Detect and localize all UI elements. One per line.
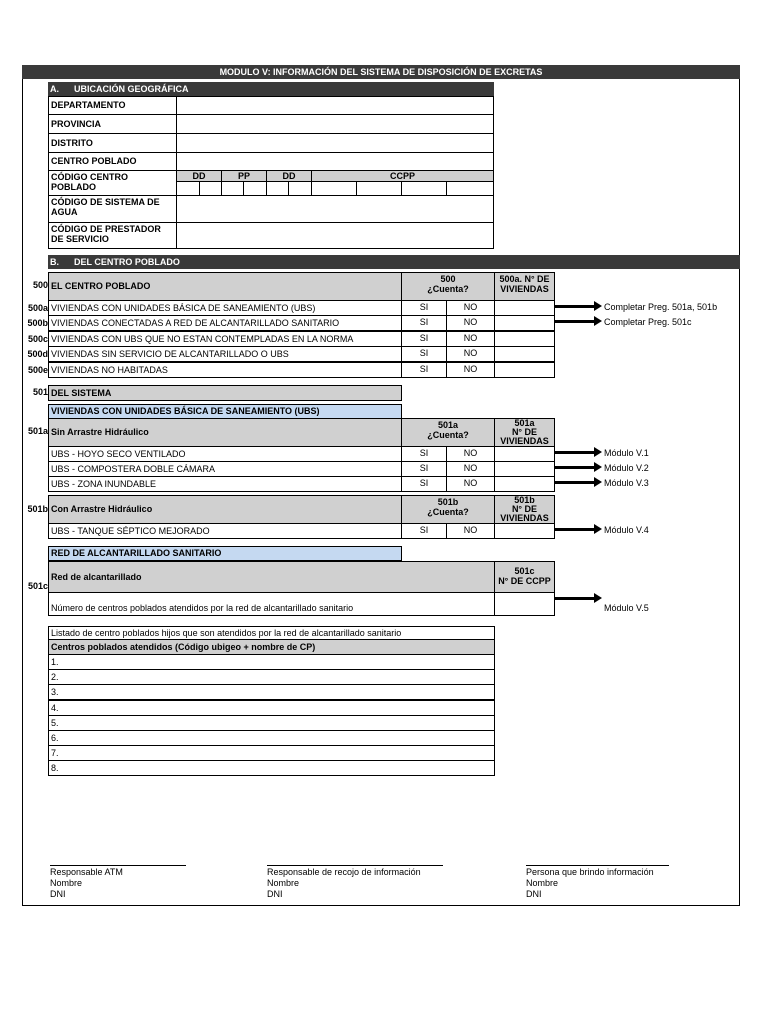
arrow-icon: [555, 320, 595, 323]
listado-item[interactable]: 6.: [48, 730, 495, 746]
code-501c: 501c: [27, 581, 48, 591]
q501-label: DEL SISTEMA: [48, 385, 402, 401]
q501b-col-viviendas-line1: 501b: [514, 495, 535, 505]
si-option[interactable]: SI: [401, 523, 447, 539]
no-option[interactable]: NO: [446, 461, 495, 477]
ubs-header: VIVIENDAS CON UNIDADES BÁSICA DE SANEAMIENTO (UBS): [48, 404, 402, 419]
q501a-col-cuenta: [401, 418, 495, 447]
si-option[interactable]: SI: [401, 300, 447, 316]
codigo-agua-line2: AGUA: [51, 206, 78, 217]
codigo-prestador-line2: DE SERVICIO: [51, 233, 109, 244]
si-option[interactable]: SI: [401, 315, 447, 331]
module-note: Módulo V.1: [604, 448, 649, 458]
listado-title: Listado de centro poblados hijos que son atendidos por la red de alcantarillado sanitario: [48, 626, 495, 640]
module-note: Módulo V.3: [604, 478, 649, 488]
listado-item[interactable]: 5.: [48, 715, 495, 731]
arrow-icon: [555, 451, 595, 454]
viviendas-input[interactable]: [494, 315, 555, 331]
listado-item[interactable]: 7.: [48, 745, 495, 761]
q501a-col-viviendas-line2: N° DE: [511, 427, 538, 437]
code-digit-input[interactable]: [243, 181, 267, 196]
signature-line: [526, 865, 669, 866]
q500-row-label: VIVIENDAS CON UBS QUE NO ESTAN CONTEMPLADAS EN LA NORMA: [48, 331, 402, 347]
q500-col-viviendas-line2: VIVIENDAS: [500, 283, 549, 294]
q501a-col-viviendas: [494, 418, 555, 447]
ubs-row-label: UBS - ZONA INUNDABLE: [48, 476, 402, 492]
arrow-icon: [555, 481, 595, 484]
signature-dni: DNI: [526, 889, 542, 899]
no-option[interactable]: NO: [446, 446, 495, 462]
q501c-col-ccpp: [494, 561, 555, 593]
q500-row-label: VIVIENDAS SIN SERVICIO DE ALCANTARILLADO O UBS: [48, 346, 402, 362]
module-note: Módulo V.4: [604, 525, 649, 535]
code-digit-input[interactable]: [176, 181, 200, 196]
code-501a: 501a: [27, 426, 48, 436]
row-code: 500c: [27, 334, 48, 344]
codigo-agua-line1: CÓDIGO DE SISTEMA DE: [51, 197, 160, 207]
listado-item[interactable]: 8.: [48, 760, 495, 776]
row-code: 500b: [27, 318, 48, 328]
no-option[interactable]: NO: [446, 331, 495, 347]
q501b-col-cuenta-line2: ¿Cuenta?: [427, 506, 469, 517]
no-option[interactable]: NO: [446, 315, 495, 331]
no-option[interactable]: NO: [446, 476, 495, 492]
code-digit-input[interactable]: [401, 181, 447, 196]
q500-col-cuenta: [401, 272, 495, 301]
no-option[interactable]: NO: [446, 362, 495, 378]
q500-row-label: VIVIENDAS CON UNIDADES BÁSICA DE SANEAMIENTO (UBS): [48, 300, 402, 316]
module-note: Módulo V.2: [604, 463, 649, 473]
viviendas-input[interactable]: [494, 461, 555, 477]
q500-row-label: VIVIENDAS CONECTADAS A RED DE ALCANTARILLADO SANITARIO: [48, 315, 402, 331]
code-digit-input[interactable]: [356, 181, 402, 196]
q501a-col-cuenta-line1: 501a: [437, 420, 459, 430]
section-b-title: DEL CENTRO POBLADO: [74, 257, 180, 267]
field-label-distrito: DISTRITO: [48, 133, 177, 153]
q501b-col-cuenta-line1: 501b: [437, 497, 459, 507]
si-option[interactable]: SI: [401, 461, 447, 477]
row-note: Completar Preg. 501a, 501b: [604, 302, 718, 312]
field-input-distrito[interactable]: [176, 133, 494, 153]
q500-col-viviendas-line1: 500a. N° DE: [499, 274, 550, 284]
red-header: RED DE ALCANTARILLADO SANITARIO: [48, 546, 402, 561]
code-digit-input[interactable]: [221, 181, 244, 196]
listado-item[interactable]: 3.: [48, 684, 495, 700]
viviendas-input[interactable]: [494, 331, 555, 347]
si-option[interactable]: SI: [401, 362, 447, 378]
ubs-row-label: UBS - TANQUE SÉPTICO MEJORADO: [48, 523, 402, 539]
q501c-col-line2: N° DE CCPP: [498, 575, 551, 586]
field-label-provincia: PROVINCIA: [48, 114, 177, 134]
arrow-icon: [555, 305, 595, 308]
field-input-provincia[interactable]: [176, 114, 494, 134]
field-input-codigo-agua[interactable]: [176, 195, 494, 223]
q501b-col-viviendas-line2: N° DE: [511, 504, 538, 514]
q500-col-cuenta-line2: ¿Cuenta?: [427, 283, 469, 294]
field-label-centro-poblado: CENTRO POBLADO: [48, 152, 177, 171]
q501c-input[interactable]: [494, 592, 555, 616]
field-input-centro-poblado[interactable]: [176, 152, 494, 171]
listado-item[interactable]: 1.: [48, 654, 495, 670]
code-col-dd2: DD: [266, 170, 312, 182]
q501c-row-label: Número de centros poblados atendidos por la red de alcantarillado sanitario: [48, 592, 495, 616]
q501a-label: Sin Arrastre Hidráulico: [48, 418, 402, 447]
section-a-header: [48, 82, 494, 96]
arrow-icon: [555, 528, 595, 531]
ubs-row-label: UBS - COMPOSTERA DOBLE CÁMARA: [48, 461, 402, 477]
no-option[interactable]: NO: [446, 300, 495, 316]
si-option[interactable]: SI: [401, 346, 447, 362]
row-code: 500e: [27, 365, 48, 375]
q501c-label: Red de alcantarillado: [48, 561, 495, 593]
code-501: 501: [32, 387, 48, 397]
no-option[interactable]: NO: [446, 523, 495, 539]
signature-role: Responsable de recojo de información: [267, 867, 421, 877]
signature-dni: DNI: [50, 889, 66, 899]
listado-item[interactable]: 2.: [48, 669, 495, 685]
q500-label: EL CENTRO POBLADO: [48, 272, 402, 301]
code-col-pp: PP: [221, 170, 267, 182]
code-500: 500: [32, 280, 48, 290]
code-digit-input[interactable]: [446, 181, 494, 196]
codigo-cp-line1: CÓDIGO CENTRO: [51, 172, 129, 182]
q501a-col-cuenta-line2: ¿Cuenta?: [427, 429, 469, 440]
q501b-col-viviendas: [494, 495, 555, 524]
signature-dni: DNI: [267, 889, 283, 899]
field-label-codigo-agua: [48, 195, 177, 223]
field-input-codigo-prestador[interactable]: [176, 222, 494, 249]
section-b-header: [48, 255, 740, 269]
si-option[interactable]: SI: [401, 331, 447, 347]
signature-name: Nombre: [267, 878, 300, 888]
signature-role: Responsable ATM: [50, 867, 123, 877]
module-title: MODULO V: INFORMACIÓN DEL SISTEMA DE DISPOSICIÓN DE EXCRETAS: [22, 65, 740, 79]
section-a-title: UBICACIÓN GEOGRÁFICA: [74, 84, 189, 94]
no-option[interactable]: NO: [446, 346, 495, 362]
viviendas-input[interactable]: [494, 523, 555, 539]
field-label-codigo-prestador: [48, 222, 177, 249]
signature-role: Persona que brindo información: [526, 867, 654, 877]
codigo-prestador-line1: CÓDIGO DE PRESTADOR: [51, 224, 161, 234]
code-digit-input[interactable]: [199, 181, 222, 196]
module-note: Módulo V.5: [604, 603, 649, 613]
q500-row-label: VIVIENDAS NO HABITADAS: [48, 362, 402, 378]
row-code: 500a: [27, 303, 48, 313]
si-option[interactable]: SI: [401, 446, 447, 462]
listado-item[interactable]: 4.: [48, 700, 495, 716]
q501a-col-viviendas-line3: VIVIENDAS: [500, 436, 549, 446]
q501c-col-line1: 501c: [514, 566, 535, 576]
viviendas-input[interactable]: [494, 362, 555, 378]
field-label-departamento: DEPARTAMENTO: [48, 96, 177, 115]
section-a-letter: A.: [50, 84, 59, 94]
q500-col-cuenta-line1: 500: [440, 274, 456, 284]
field-input-departamento[interactable]: [176, 96, 494, 115]
q501b-col-viviendas-line3: VIVIENDAS: [500, 513, 549, 523]
viviendas-input[interactable]: [494, 346, 555, 362]
signature-name: Nombre: [50, 878, 83, 888]
arrow-icon: [555, 466, 595, 469]
codigo-cp-line2: POBLADO: [51, 181, 96, 192]
code-col-ccpp: CCPP: [311, 170, 494, 182]
q500-col-viviendas: [494, 272, 555, 301]
q501b-label: Con Arrastre Hidráulico: [48, 495, 402, 524]
code-digit-input[interactable]: [311, 181, 357, 196]
signature-name: Nombre: [526, 878, 559, 888]
listado-header: Centros poblados atendidos (Código ubigeo + nombre de CP): [48, 639, 495, 655]
viviendas-input[interactable]: [494, 300, 555, 316]
q501a-col-viviendas-line1: 501a: [514, 418, 535, 428]
row-note: Completar Preg. 501c: [604, 317, 692, 327]
code-501b: 501b: [27, 504, 48, 514]
viviendas-input[interactable]: [494, 446, 555, 462]
viviendas-input[interactable]: [494, 476, 555, 492]
signature-line: [267, 865, 443, 866]
row-code: 500d: [27, 349, 48, 359]
field-label-codigo-cp: [48, 170, 177, 196]
section-b-letter: B.: [50, 257, 59, 267]
signature-line: [50, 865, 186, 866]
arrow-icon: [555, 597, 595, 600]
code-digit-input[interactable]: [266, 181, 289, 196]
code-col-dd1: DD: [176, 170, 222, 182]
code-digit-input[interactable]: [288, 181, 312, 196]
si-option[interactable]: SI: [401, 476, 447, 492]
ubs-row-label: UBS - HOYO SECO VENTILADO: [48, 446, 402, 462]
q501b-col-cuenta: [401, 495, 495, 524]
